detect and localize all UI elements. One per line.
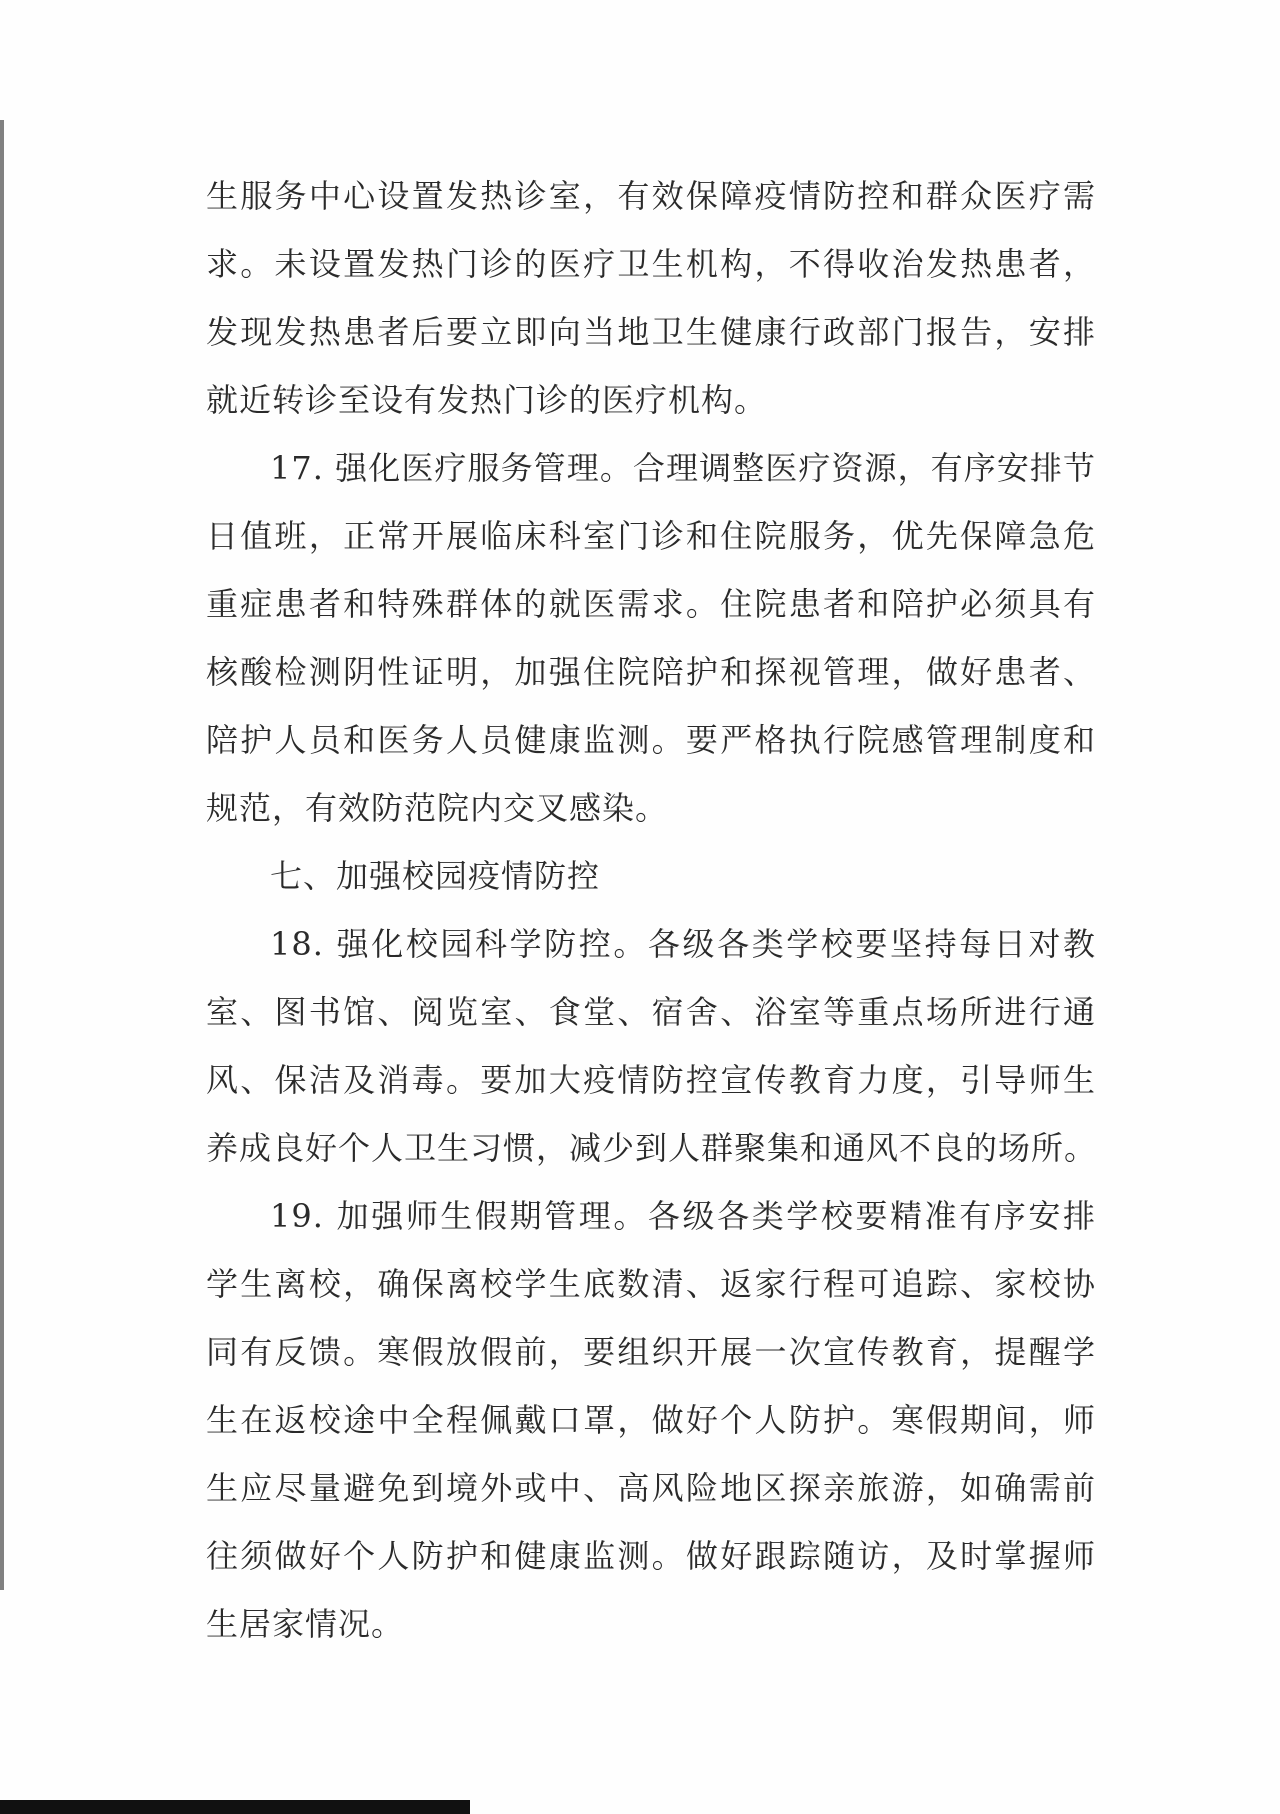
paragraph-line: 生应尽量避免到境外或中、高风险地区探亲旅游，如确需前 [206,1469,1096,1507]
paragraph-line: 养成良好个人卫生习惯，减少到人群聚集和通风不良的场所。 [206,1129,1098,1167]
paragraph-line: 发现发热患者后要立即向当地卫生健康行政部门报告，安排 [206,313,1096,351]
paragraph-line: 陪护人员和医务人员健康监测。要严格执行院感管理制度和 [206,721,1096,759]
paragraph-line: 往须做好个人防护和健康监测。做好跟踪随访，及时掌握师 [206,1537,1096,1575]
scan-left-edge [0,120,4,1590]
scan-bottom-edge [0,1800,470,1814]
paragraph-line: 生居家情况。 [206,1605,405,1643]
paragraph-line: 规范，有效防范院内交叉感染。 [206,789,669,827]
paragraph-line: 日值班，正常开展临床科室门诊和住院服务，优先保障急危 [206,517,1096,555]
paragraph-line: 核酸检测阴性证明，加强住院陪护和探视管理，做好患者、 [206,653,1096,691]
paragraph-line: 生服务中心设置发热诊室，有效保障疫情防控和群众医疗需 [206,177,1096,215]
section-heading: 七、加强校园疫情防控 [270,857,601,895]
paragraph-line: 同有反馈。寒假放假前，要组织开展一次宣传教育，提醒学 [206,1333,1096,1371]
paragraph-line: 19. 加强师生假期管理。各级各类学校要精准有序安排 [270,1197,1096,1235]
paragraph-line: 风、保洁及消毒。要加大疫情防控宣传教育力度，引导师生 [206,1061,1096,1099]
paragraph-line: 17. 强化医疗服务管理。合理调整医疗资源，有序安排节 [270,449,1096,487]
paragraph-line: 生在返校途中全程佩戴口罩，做好个人防护。寒假期间，师 [206,1401,1096,1439]
paragraph-line: 求。未设置发热门诊的医疗卫生机构，不得收治发热患者， [206,245,1096,283]
body-text [206,162,1096,1658]
paragraph-line: 学生离校，确保离校学生底数清、返家行程可追踪、家校协 [206,1265,1096,1303]
paragraph-line: 就近转诊至设有发热门诊的医疗机构。 [206,381,768,419]
paragraph-line: 重症患者和特殊群体的就医需求。住院患者和陪护必须具有 [206,585,1096,623]
paragraph-line: 18. 强化校园科学防控。各级各类学校要坚持每日对教 [270,925,1096,963]
paragraph-line: 室、图书馆、阅览室、食堂、宿舍、浴室等重点场所进行通 [206,993,1096,1031]
